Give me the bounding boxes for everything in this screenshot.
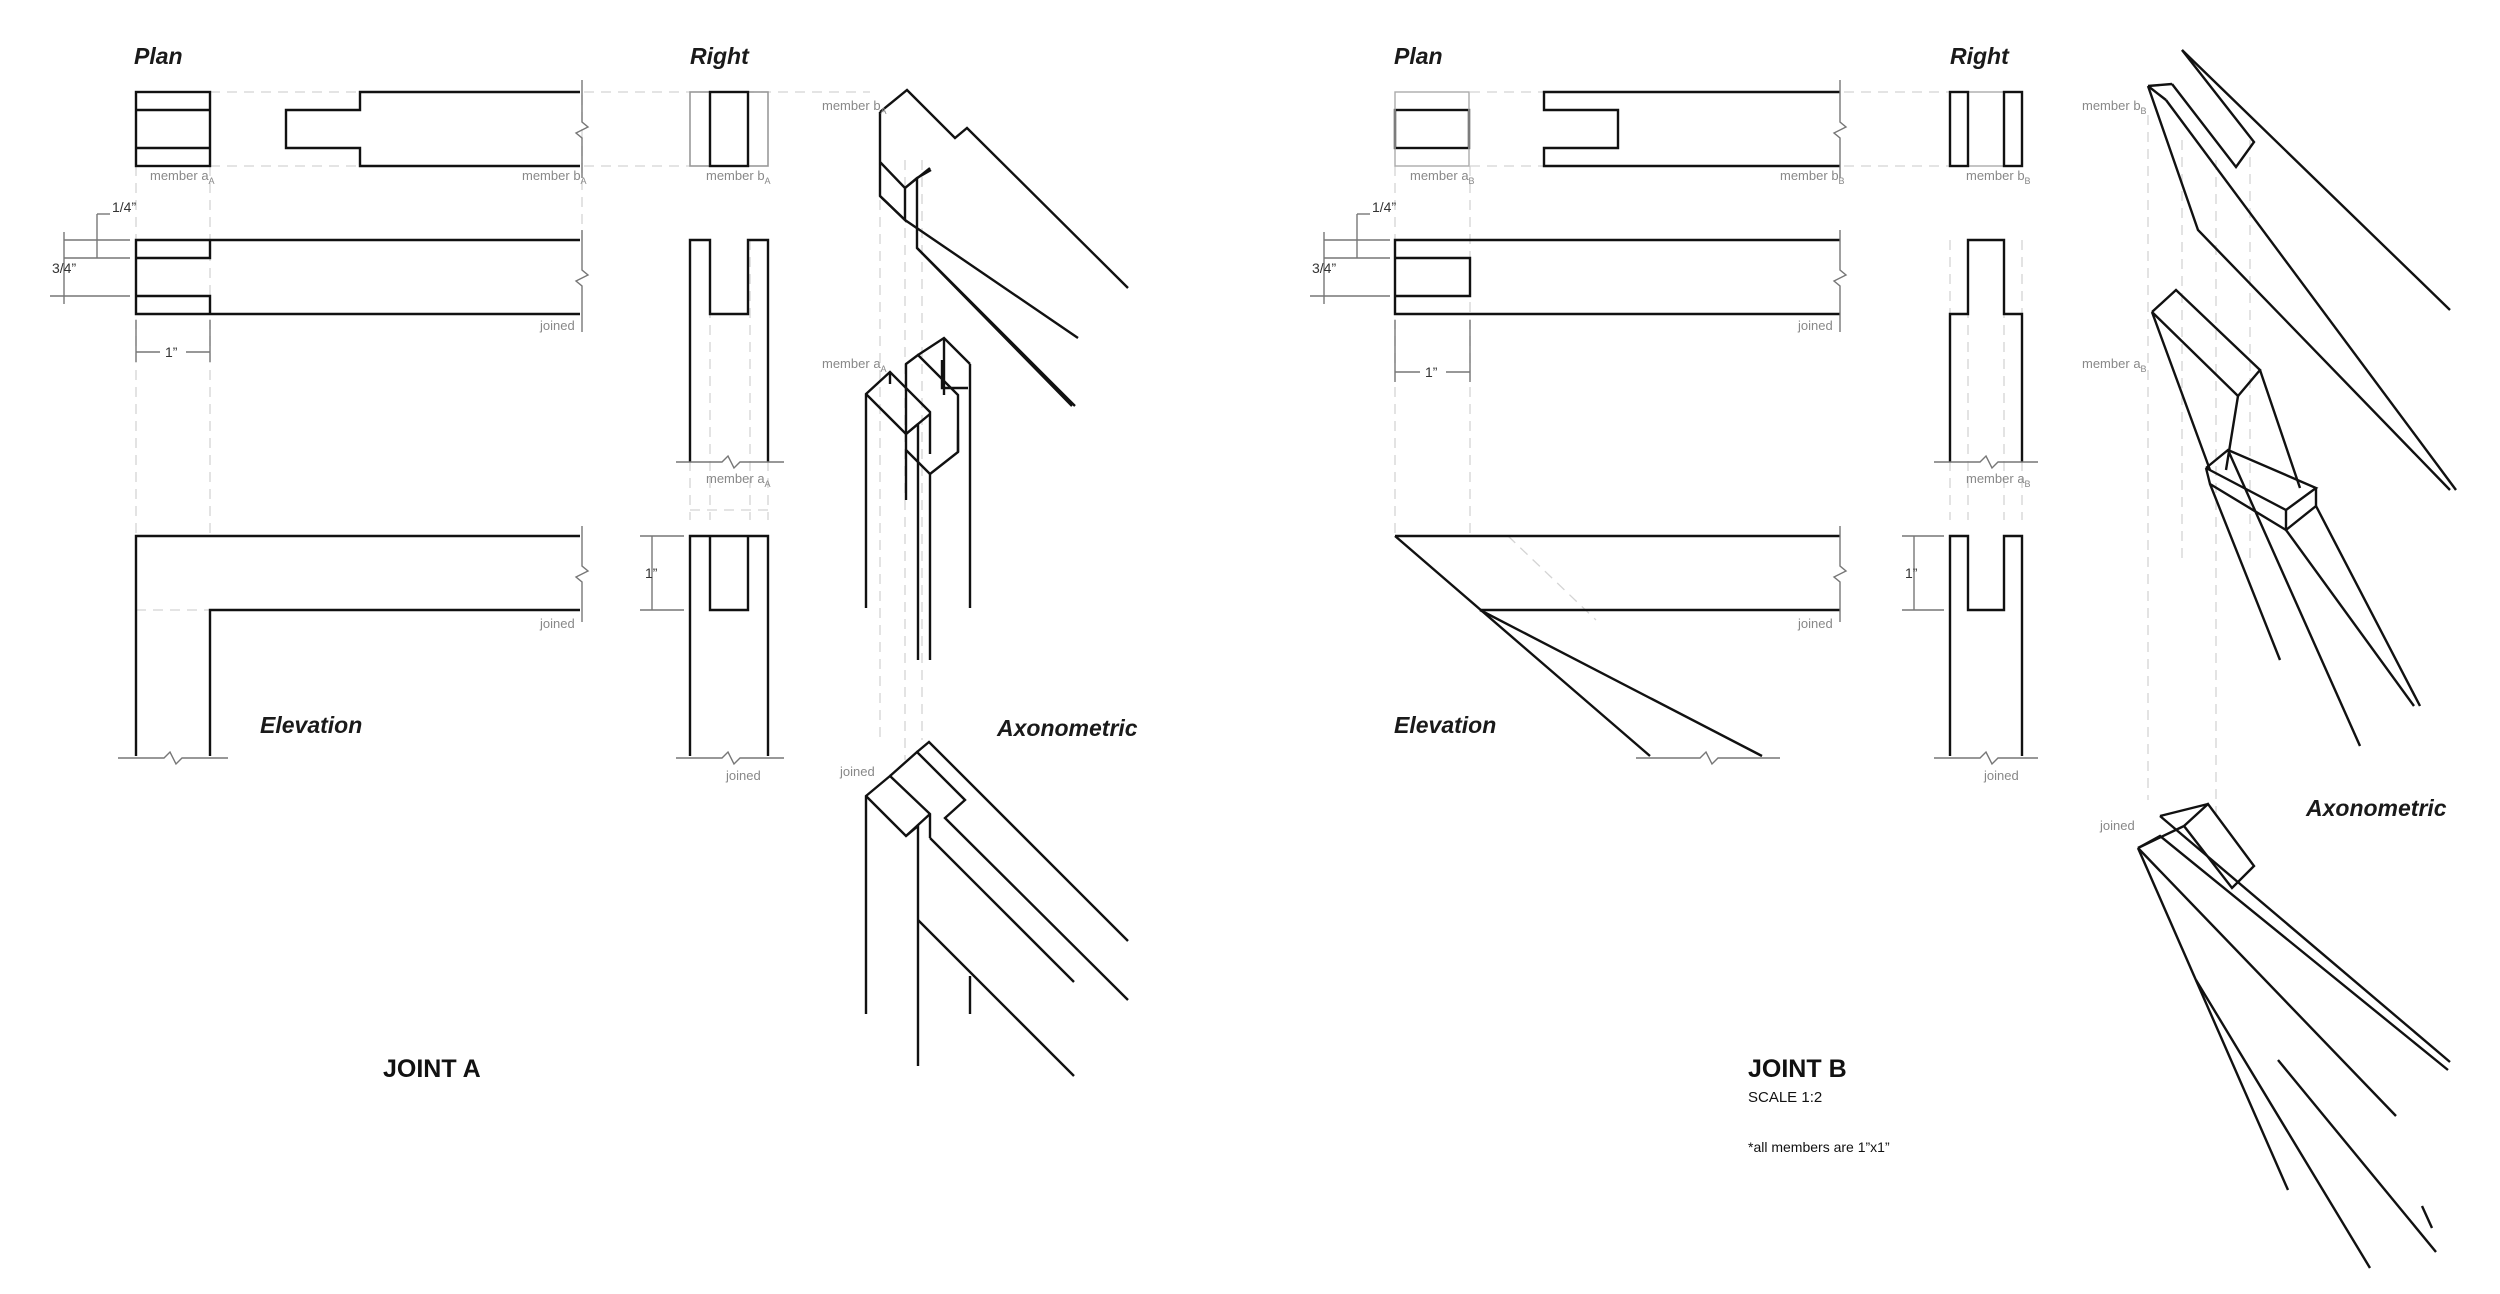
joint-b-plan-label-b: member $b_B$ — [1780, 168, 1845, 186]
joint-b-right-title: Right — [1950, 43, 2009, 69]
joint-b-axo-joined — [2099, 804, 2450, 1268]
joint-a-dim-one: 1” — [165, 344, 178, 360]
joint-a-elevation-joined — [50, 199, 588, 362]
joint-a-axo-joined-label: joined — [840, 764, 875, 779]
joint-a-plan-label-b: member $b_A$ — [522, 168, 587, 186]
joint-b-elevation-outline — [1395, 240, 1840, 314]
joint-b-projection-lines — [1395, 92, 2250, 820]
joint-a-plan-label-a: member $a_A$ — [150, 168, 215, 186]
joint-b-plan-title: Plan — [1394, 43, 1443, 69]
joint-b-plan-member-a — [1395, 110, 1469, 148]
joint-a-right-title: Right — [690, 43, 749, 69]
joint-a-dim-three-quarter: 3/4” — [52, 260, 77, 276]
joint-a-right-dim-one: 1” — [645, 565, 658, 581]
joint-b-elevation-joined-label: joined — [1798, 318, 1833, 333]
joint-b-right-joined — [1950, 536, 2022, 756]
scale-label: SCALE 1:2 — [1748, 1089, 1823, 1106]
joint-a-axo-label-a: member $a_A$ — [822, 356, 887, 374]
joint-b-axonometric-view — [2082, 50, 2456, 1268]
joint-b-dimensions — [1310, 199, 1470, 382]
joint-a-plan-view — [134, 43, 588, 186]
joint-a-dim-quarter: 1/4” — [112, 199, 137, 215]
joint-b-title: JOINT B — [1748, 1055, 1847, 1083]
joint-a-right-joined — [690, 536, 768, 756]
joint-a-axo-label-b: member $b_A$ — [822, 98, 887, 116]
joint-b-right-joined-label: joined — [1984, 768, 2019, 783]
joint-a-axonometric-title: Axonometric — [997, 715, 1138, 741]
joint-b-right-member-b — [2004, 92, 2022, 166]
joint-b-right-label-a: member $a_B$ — [1966, 471, 2031, 489]
joint-a-axo-joined — [839, 742, 1128, 1076]
joint-a-projection-lines — [136, 92, 922, 760]
joint-b-plan-label-a: member $a_B$ — [1410, 168, 1475, 186]
joint-a-plan-title: Plan — [134, 43, 183, 69]
joint-b-axo-label-b: member $b_B$ — [2082, 98, 2147, 116]
joint-b-group — [1310, 43, 2456, 1268]
joint-b-right-view — [1902, 43, 2038, 783]
joint-b-elevation-joined — [1310, 199, 1846, 382]
joint-a-elevation-title: Elevation — [260, 712, 363, 738]
joint-b-axo-joined-label: joined — [2100, 818, 2135, 833]
joint-b-right-dim-one: 1” — [1905, 565, 1918, 581]
joint-a-elevation-view — [118, 526, 588, 764]
joint-b-right-label-b: member $b_B$ — [1966, 168, 2031, 186]
joint-b-dim-quarter: 1/4” — [1372, 199, 1397, 215]
joint-a-plan-member-b — [286, 92, 580, 166]
joint-b-elevation-view — [1394, 526, 1846, 764]
joint-b-plan-member-b — [1544, 92, 1840, 166]
joint-b-elevation-title: Elevation — [1394, 712, 1497, 738]
joint-a-right-label-b: member $b_A$ — [706, 168, 771, 186]
joint-b-axo-member-b — [2082, 50, 2456, 490]
joint-a-right-joined-label: joined — [726, 768, 761, 783]
joint-b-right-member-a — [1950, 240, 2022, 462]
joint-b-axonometric-title: Axonometric — [2306, 795, 2447, 821]
joint-b-axo-label-a: member $a_B$ — [2082, 356, 2147, 374]
joint-b-plan-view — [1394, 43, 1846, 186]
joint-a-elevation-outline — [136, 240, 580, 314]
joint-a-right-label-a: member $a_A$ — [706, 471, 771, 489]
joint-a-right-view — [640, 43, 784, 783]
joint-b-dim-one: 1” — [1425, 364, 1438, 380]
members-note: *all members are 1”x1” — [1748, 1139, 1890, 1155]
joint-a-group — [50, 43, 1138, 1083]
joint-a-axo-member-a — [822, 338, 970, 660]
joint-a-right-member-b — [710, 92, 748, 166]
joint-a-title: JOINT A — [383, 1055, 481, 1083]
joint-b-dim-three-quarter: 3/4” — [1312, 260, 1337, 276]
joint-b-axo-member-a — [2082, 290, 2420, 746]
joint-a-dimensions — [50, 199, 210, 362]
joint-a-plan-member-a — [136, 92, 210, 166]
joint-a-elevation-joined-label: joined — [540, 318, 575, 333]
joint-a-right-member-a — [690, 240, 768, 462]
joint-a-axonometric-view — [822, 90, 1138, 1076]
joint-b-elevation-angled-joined-label: joined — [1798, 616, 1833, 631]
joint-a-elevation-l-joined-label: joined — [540, 616, 575, 631]
